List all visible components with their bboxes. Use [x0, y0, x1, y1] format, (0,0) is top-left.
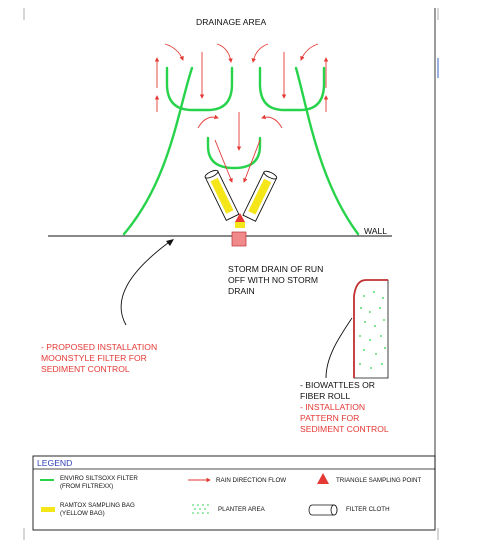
legend-item-label: ENVIRO SILTSOXX FILTER [60, 475, 138, 482]
moonstyle-leader-arrowhead [166, 239, 174, 246]
moonstyle-note-line: MOONSTYLE FILTER FOR [41, 353, 147, 363]
legend-item-label: TRIANGLE SAMPLING POINT [336, 477, 422, 484]
legend-item-label: RAMTOX SAMPLING BAG [60, 502, 135, 509]
storm-drain-note-line: OFF WITH NO STORM [228, 275, 319, 285]
installation-note-line: SEDIMENT CONTROL [300, 424, 389, 434]
filter-cloth-sleeves [204, 169, 278, 221]
legend-item-label: (FROM FILTREXX) [60, 483, 114, 490]
moonstyle-leader-line [121, 240, 172, 325]
biowattle-note-line: FIBER ROLL [300, 391, 351, 401]
biowattle-leader-line [326, 318, 352, 378]
biowattle-note-line: - BIOWATTLES OR [300, 380, 375, 390]
outlet-sampling-bag [235, 222, 245, 228]
wall-label: WALL [364, 226, 388, 236]
siltsoxx-filter-outline [124, 68, 358, 234]
storm-drain-note-line: DRAIN [228, 286, 255, 296]
installation-note-line: PATTERN FOR [300, 413, 360, 423]
storm-drain-box [232, 232, 246, 246]
legend-red-triangle-icon [317, 473, 329, 484]
legend-title: LEGEND [37, 458, 73, 468]
moonstyle-note-line: SEDIMENT CONTROL [41, 364, 130, 374]
legend-green-dots-icon [192, 504, 209, 514]
legend-item-label: RAIN DIRECTION FLOW [216, 477, 287, 484]
legend-item-label: FILTER CLOTH [346, 506, 390, 513]
moonstyle-note-line: - PROPOSED INSTALLATION [41, 342, 158, 352]
drainage-area-label: DRAINAGE AREA [196, 17, 267, 27]
legend-item-label: PLANTER AREA [218, 506, 265, 513]
storm-drain-note-line: STORM DRAIN OF RUN [228, 264, 324, 274]
installation-note-line: - INSTALLATION [300, 402, 366, 412]
legend-item-label: (YELLOW BAG) [60, 510, 105, 517]
legend-cylinder-icon [309, 505, 337, 515]
planter-area-detail [354, 280, 388, 378]
rain-direction-arrows [157, 44, 326, 182]
legend-yellow-bar-icon [41, 507, 55, 512]
legend-box [33, 456, 435, 530]
